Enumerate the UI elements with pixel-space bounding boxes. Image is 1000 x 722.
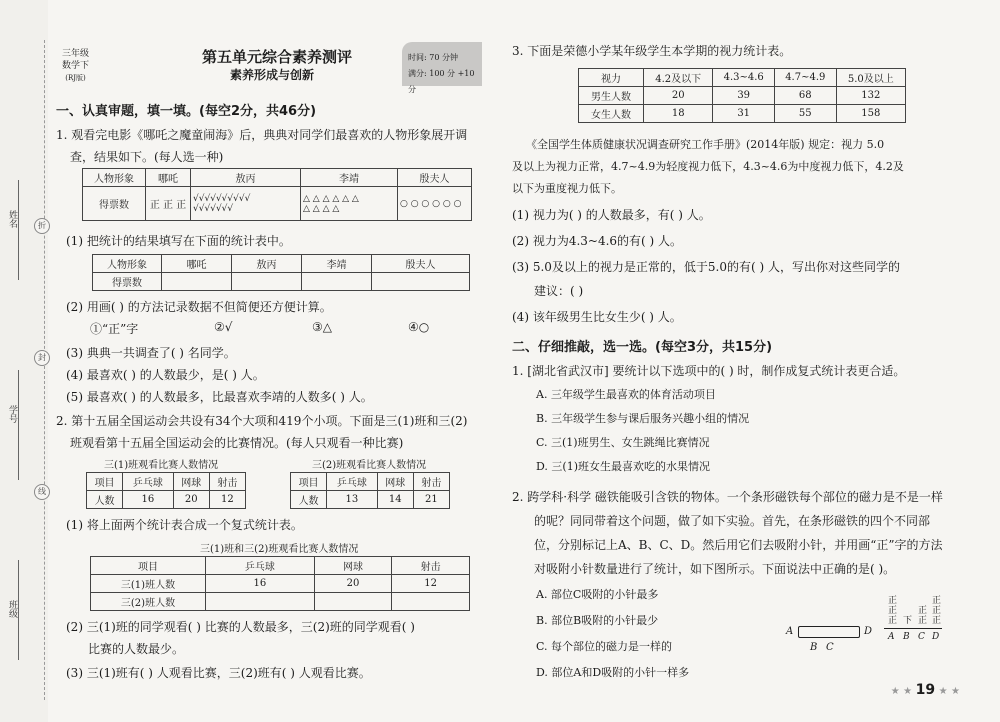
answer-cell[interactable] [314, 593, 392, 611]
section2-heading: 二、仔细推敲，选一选。(每空3分，共15分) [512, 340, 773, 355]
q22-option-a: A. 部位C吸附的小针最多 [536, 588, 659, 601]
subject-text: 数学下 [62, 61, 90, 71]
th: 乒乓球 [123, 473, 174, 491]
cell: 132 [836, 87, 905, 105]
option-4: ④○ [408, 320, 430, 334]
grade-text: 三年级 [62, 49, 90, 59]
cell: 16 [206, 575, 315, 593]
q21-option-c: C. 三(1)班男生、女生跳绳比赛情况 [536, 436, 710, 449]
star-icon: ★ ★ [890, 686, 916, 697]
th: 乒乓球 [206, 557, 315, 575]
row-label: 三(2)班人数 [91, 593, 206, 611]
q22-option-d: D. 部位A和D吸附的小针一样多 [536, 666, 690, 679]
cell: 68 [774, 87, 836, 105]
q1-line2: 查，结果如下。(每人选一种) [70, 150, 224, 164]
th: 射击 [209, 473, 245, 491]
cell: 20 [314, 575, 392, 593]
q2-p2a: (2) 三(1)班的同学观看( ) 比赛的人数最多，三(2)班的同学观看( ) [66, 620, 415, 634]
q3-p1: (1) 视力为( ) 的人数最多，有( ) 人。 [512, 208, 711, 222]
q3-text1: 《全国学生体质健康状况调查研究工作手册》(2014年版) 规定：视力 5.0 [526, 138, 885, 151]
magnet-label-d: D [864, 626, 873, 637]
cell: 20 [644, 87, 713, 105]
q21-option-a: A. 三年级学生最喜欢的体育活动项目 [536, 388, 716, 401]
q22-line1: 2. 跨学科·科学 磁铁能吸引含铁的物体。一个条形磁铁每个部位的磁力是不是一样 [512, 490, 943, 504]
answer-cell[interactable] [162, 273, 232, 291]
q2-p1: (1) 将上面两个统计表合成一个复式统计表。 [66, 518, 303, 532]
q2-caption3: 三(1)班和三(2)班观看比赛人数情况 [200, 544, 359, 555]
q3-p2: (2) 视力为4.3~4.6的有( ) 人。 [512, 234, 683, 248]
q22-line4: 对吸附小针数量进行了统计，如下图所示。下面说法中正确的是( )。 [534, 562, 896, 576]
axis-label-c: C [918, 632, 925, 642]
cell: 13 [327, 491, 378, 509]
th: 哪吒 [146, 169, 191, 187]
cell: 20 [173, 491, 209, 509]
seal-circle: 封 [34, 350, 50, 366]
full-score: 满分: 100 分 +10 分 [408, 69, 475, 94]
q21-option-d: D. 三(1)班女生最喜欢吃的水果情况 [536, 460, 711, 473]
q1-p2: (2) 用画( ) 的方法记录数据不但简便还方便计算。 [66, 300, 332, 314]
row-label: 人数 [87, 491, 123, 509]
q1-p5: (5) 最喜欢( ) 的人数最多，比最喜欢李靖的人数多( ) 人。 [66, 390, 373, 404]
class1-table [86, 472, 246, 509]
bar-magnet [798, 626, 860, 638]
row-label: 得票数 [83, 187, 146, 221]
q2-p2b: 比赛的人数最少。 [88, 642, 185, 656]
th: 殷夫人 [398, 169, 472, 187]
q21-option-b: B. 三年级学生参与课后服务兴趣小组的情况 [536, 412, 750, 425]
row-label: 得票数 [93, 273, 162, 291]
th: 敖丙 [191, 169, 301, 187]
row-label: 女生人数 [579, 105, 644, 123]
cell: 39 [713, 87, 775, 105]
q2-caption1: 三(1)班观看比赛人数情况 [104, 460, 219, 471]
q2-caption2: 三(2)班观看比赛人数情况 [312, 460, 427, 471]
q1-p4: (4) 最喜欢( ) 的人数最少，是( ) 人。 [66, 368, 265, 382]
line-circle: 线 [34, 484, 50, 500]
vision-table [578, 68, 906, 123]
tally-baseline [884, 628, 942, 629]
th: 4.2及以下 [644, 69, 713, 87]
answer-cell[interactable] [372, 273, 470, 291]
cell: 55 [774, 105, 836, 123]
th: 5.0及以上 [836, 69, 905, 87]
option-3: ③△ [312, 320, 332, 334]
option-2: ②√ [214, 320, 233, 334]
axis-label-b: B [903, 632, 910, 642]
tally-d: 正 正 正 [932, 596, 942, 626]
student-no-line [18, 370, 19, 480]
tally-aobing: √√√√√√√√√√ √√√√√√√ [191, 187, 301, 221]
th: 射击 [392, 557, 470, 575]
th: 项目 [291, 473, 327, 491]
page-number-text: 19 [915, 682, 936, 698]
cell: 12 [392, 575, 470, 593]
page-subtitle: 素养形成与创新 [230, 68, 315, 82]
time-limit: 时间: 70 分钟 [408, 53, 458, 62]
name-label: 姓名 [7, 210, 17, 228]
th: 项目 [91, 557, 206, 575]
magnet-label-b: B [810, 642, 818, 653]
q1-answer-table [92, 254, 470, 291]
q2-line1: 2. 第十五届全国运动会共设有34个大项和419个小项。下面是三(1)班和三(2) [56, 414, 468, 428]
cell: 12 [209, 491, 245, 509]
magnet-label-c: C [826, 642, 834, 653]
q3-line1: 3. 下面是荣德小学某年级学生本学期的视力统计表。 [512, 44, 792, 58]
axis-label-d: D [932, 632, 940, 642]
tally-figure [884, 596, 944, 656]
th: 敖丙 [232, 255, 302, 273]
th: 4.7~4.9 [774, 69, 836, 87]
tally-lijing: △ △ △ △ △ △ △ △ △ △ [301, 187, 398, 221]
q22-option-c: C. 每个部位的磁力是一样的 [536, 640, 673, 653]
answer-cell[interactable] [302, 273, 372, 291]
q21-text: 1. [湖北省武汉市] 要统计以下选项中的( ) 时，制作成复式统计表更合适。 [512, 364, 906, 378]
th: 李靖 [301, 169, 398, 187]
answer-cell[interactable] [232, 273, 302, 291]
q22-option-b: B. 部位B吸附的小针最少 [536, 614, 659, 627]
page-header [52, 42, 482, 94]
th: 李靖 [302, 255, 372, 273]
q1-p3: (3) 典典一共调查了( ) 名同学。 [66, 346, 236, 360]
th: 视力 [579, 69, 644, 87]
cell: 14 [377, 491, 413, 509]
page-title: 第五单元综合素养测评 [202, 48, 353, 66]
th: 人物形象 [93, 255, 162, 273]
th: 乒乓球 [327, 473, 378, 491]
cell: 16 [123, 491, 174, 509]
cut-line [44, 40, 45, 700]
th: 网球 [377, 473, 413, 491]
class-label: 班级 [7, 600, 17, 618]
axis-label-a: A [888, 632, 895, 642]
grade-badge [62, 48, 89, 84]
q1-line1: 1. 观看完电影《哪吒之魔童闹海》后，典典对同学们最喜欢的人物形象展开调 [56, 128, 468, 142]
class-line [18, 560, 19, 660]
star-icon: ★ ★ [935, 686, 960, 697]
q22-line3: 位，分别标记上A、B、C、D。然后用它们去吸附小针，并用画“正”字的方法 [534, 538, 943, 552]
q3-text3: 以下为重度视力低下。 [512, 182, 622, 195]
th: 网球 [314, 557, 392, 575]
tally-c: 正 正 [918, 606, 928, 626]
fold-circle: 折 [34, 218, 50, 234]
tally-nezha: 正 正 正 [146, 187, 191, 221]
row-label: 人数 [291, 491, 327, 509]
student-no-label: 学号 [7, 405, 17, 423]
section1-heading: 一、认真审题，填一填。(每空2分，共46分) [56, 104, 317, 119]
th: 人物形象 [83, 169, 146, 187]
cell: 18 [644, 105, 713, 123]
row-label: 男生人数 [579, 87, 644, 105]
q2-p3: (3) 三(1)班有( ) 人观看比赛，三(2)班有( ) 人观看比赛。 [66, 666, 371, 680]
q2-line2: 班观看第十五届全国运动会的比赛情况。(每人只观看一种比赛) [70, 436, 404, 450]
binding-margin [0, 0, 48, 722]
page-number [891, 682, 960, 698]
time-score-box [402, 42, 482, 94]
combined-table [90, 556, 470, 611]
q22-line2: 的呢？同同带着这个问题，做了如下实验。首先，在条形磁铁的四个不同部 [534, 514, 931, 528]
magnet-figure [786, 592, 876, 652]
th: 网球 [173, 473, 209, 491]
class2-table [290, 472, 450, 509]
q1-p1: (1) 把统计的结果填写在下面的统计表中。 [66, 234, 291, 248]
q3-p3b: 建议：( ) [534, 284, 584, 298]
tally-b: 下 [903, 616, 913, 626]
th: 项目 [87, 473, 123, 491]
edition-text: (RJ版) [65, 74, 86, 82]
cell: 21 [413, 491, 449, 509]
th: 殷夫人 [372, 255, 470, 273]
tally-a: 正 正 正 [888, 596, 898, 626]
magnet-label-a: A [786, 626, 794, 637]
answer-cell[interactable] [206, 593, 315, 611]
name-line [18, 180, 19, 280]
option-1: ①“正”字 [90, 322, 139, 336]
th: 射击 [413, 473, 449, 491]
answer-cell[interactable] [392, 593, 470, 611]
q3-text2: 及以上为视力正常，4.7~4.9为轻度视力低下，4.3~4.6为中度视力低下，4.2及 [512, 160, 904, 173]
q1-tally-table [82, 168, 472, 221]
q3-p4: (4) 该年级男生比女生少( ) 人。 [512, 310, 682, 324]
q3-p3a: (3) 5.0及以上的视力是正常的，低于5.0的有( ) 人，写出你对这些同学的 [512, 260, 900, 274]
th: 4.3~4.6 [713, 69, 775, 87]
tally-yinfuren: ○ ○ ○ ○ ○ ○ [398, 187, 472, 221]
th: 哪吒 [162, 255, 232, 273]
row-label: 三(1)班人数 [91, 575, 206, 593]
cell: 31 [713, 105, 775, 123]
cell: 158 [836, 105, 905, 123]
